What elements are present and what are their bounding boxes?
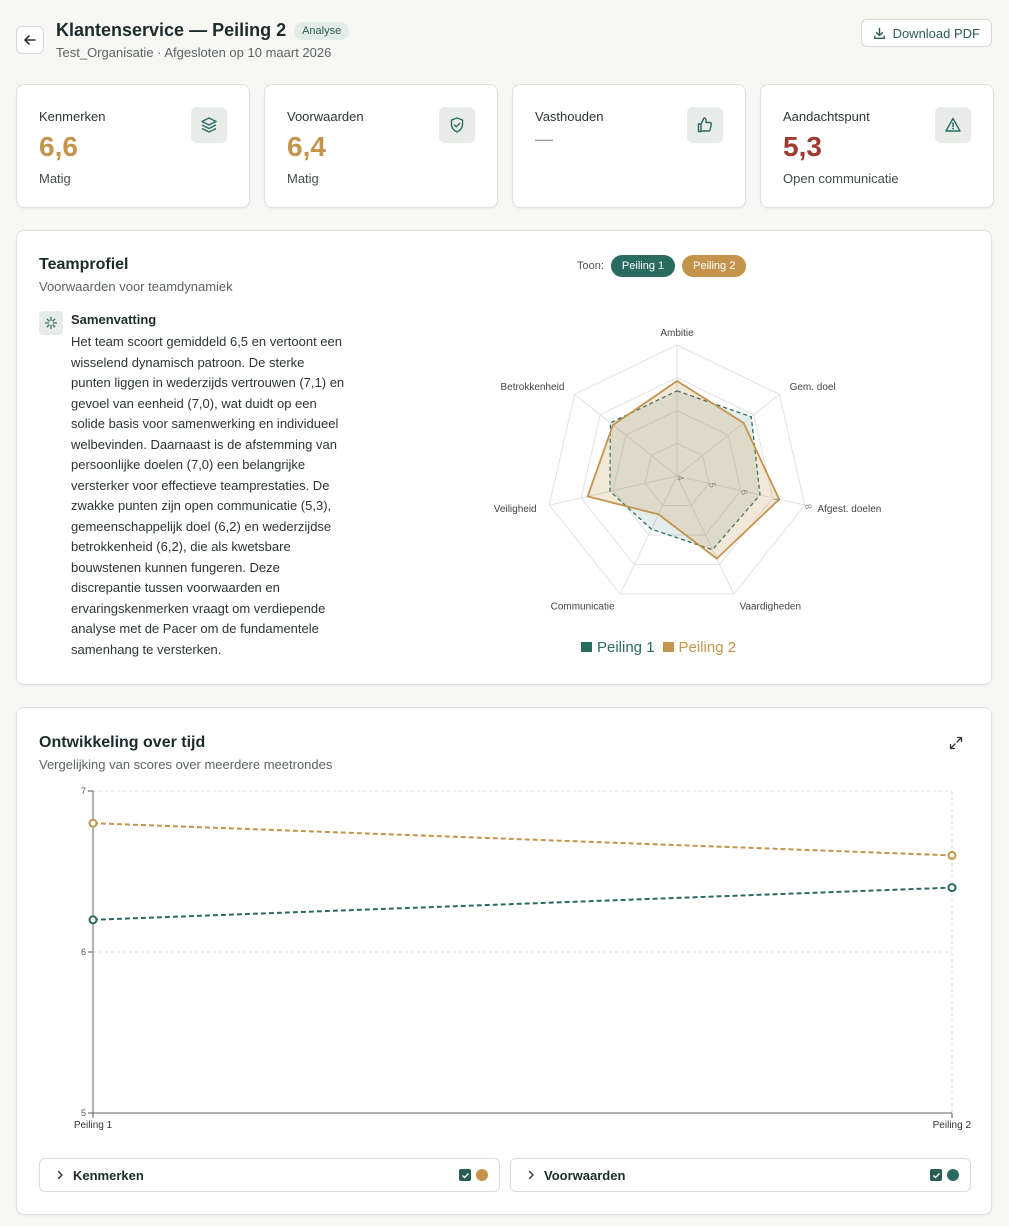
ontwikkeling-subtitle: Vergelijking van scores over meerdere meetrondes [39,757,333,772]
radar-tick-label: 8 [802,503,814,510]
toggle-voorwaarden[interactable] [510,1158,971,1192]
kpi-value: 6,4 [287,131,326,162]
download-pdf-label: Download PDF [892,25,980,41]
y-tick-label: 6 [80,947,86,957]
radar-axis-label: Betrokkenheid [500,382,565,394]
checkbox-kenmerken[interactable] [459,1169,471,1181]
series-color-dot [476,1169,488,1181]
kpi-value: 5,3 [783,131,822,162]
toon-toggle-group [577,255,746,277]
y-tick-label: 5 [80,1108,86,1118]
layers-icon [191,107,227,143]
series-line-kenmerken [93,823,952,855]
kpi-card-voorwaarden [264,84,498,208]
thumbs-up-icon [687,107,723,143]
series-line-voorwaarden [93,888,952,920]
page-subtitle: Test_Organisatie · Afgesloten op 10 maart 2026 [56,45,332,60]
page-title: Klantenservice — Peiling 2 [56,20,287,40]
download-icon [873,27,886,40]
summary-title: Samenvatting [71,312,157,327]
line-chart [17,778,993,1138]
page-header [16,18,992,68]
kpi-card-kenmerken [16,84,250,208]
shield-check-icon [439,107,475,143]
radar-tick-label: 6 [738,488,750,496]
chevron-right-icon [54,1169,66,1181]
kpi-label: Voorwaarden [287,109,364,124]
radar-axis-label: Afgest. doelen [817,504,882,516]
y-tick-label: 7 [80,786,86,796]
x-tick-label: Peiling 1 [73,1120,113,1131]
radar-axis-label: Vaardigheden [739,601,802,611]
radar-tick-label: 5 [706,481,718,489]
radar-axis-label: Ambitie [660,328,694,339]
legend-item-peiling-1 [581,639,655,656]
x-tick-label: Peiling 2 [932,1120,971,1131]
radar-legend [581,639,736,656]
radar-tick-label: 7 [770,496,782,503]
legend-item-peiling-2 [663,639,737,656]
data-point [90,820,97,827]
radar-series-2 [588,381,780,559]
radar-axis-label: Gem. doel [789,382,836,394]
data-point [949,852,956,859]
teamprofiel-panel [16,230,992,685]
kpi-label: Vasthouden [535,109,604,124]
expand-icon[interactable] [949,736,963,755]
data-point [90,916,97,923]
kpi-card-aandachtspunt [760,84,994,208]
radar-axis-label: Veiligheid [493,504,537,516]
toggle-label: Kenmerken [73,1168,144,1183]
warning-icon [935,107,971,143]
pill-peiling-1[interactable]: Peiling 1 [611,255,675,277]
checkbox-voorwaarden[interactable] [930,1169,942,1181]
ontwikkeling-title: Ontwikkeling over tijd [39,734,206,751]
toon-label: Toon: [577,260,604,272]
radar-tick-label: 4 [675,474,686,482]
kpi-value: 6,6 [39,131,78,162]
kpi-value: — [535,129,553,149]
status-badge: Analyse [294,22,349,40]
radar-axis-label: Communicatie [550,601,615,611]
toggle-label: Voorwaarden [544,1168,626,1183]
kpi-sub: Matig [39,171,71,186]
series-color-dot [947,1169,959,1181]
toggle-kenmerken[interactable] [39,1158,500,1192]
summary-text: Het team scoort gemiddeld 6,5 en vertoont een wisselend dynamisch patroon. De sterke punten liggen in wederzijds vertrouwen (7,1) en gevoel van eenheid (7,0), wat duidt op een solide basis voor samenwerking en individueel welbevinden. Daarnaast is de afstemming van persoonlijke doelen (7,0) een belangrijke versterker voor effectieve teamprestaties. De zwakke punten zijn open communicatie (5,3), gemeenschappelijk doel (6,2) en wederzijdse betrokkenheid (6,2), die als kwetsbare bouwstenen kunnen fungeren. Deze discrepantie tussen voorwaarden en ervaringskenmerken vraagt om verdiepende analyse met de Pacer om de fundamentele samenhang te versterken. [71,334,345,657]
legend-label: Peiling 1 [597,639,655,656]
download-pdf-button[interactable] [861,19,992,47]
kpi-label: Kenmerken [39,109,106,124]
sparkle-icon [39,311,63,335]
legend-label: Peiling 2 [678,639,737,656]
ontwikkeling-panel [16,707,992,1215]
arrow-left-icon [23,33,37,47]
kpi-sub: Open communicatie [783,171,899,186]
teamprofiel-title: Teamprofiel [39,256,129,273]
chevron-right-icon [525,1169,537,1181]
kpi-card-vasthouden [512,84,746,208]
pill-peiling-2[interactable]: Peiling 2 [682,255,746,277]
teamprofiel-subtitle: Voorwaarden voor teamdynamiek [39,279,233,294]
back-button[interactable] [16,26,44,54]
kpi-label: Aandachtspunt [783,109,870,124]
kpi-sub: Matig [287,171,319,186]
data-point [949,884,956,891]
radar-chart [437,311,917,611]
